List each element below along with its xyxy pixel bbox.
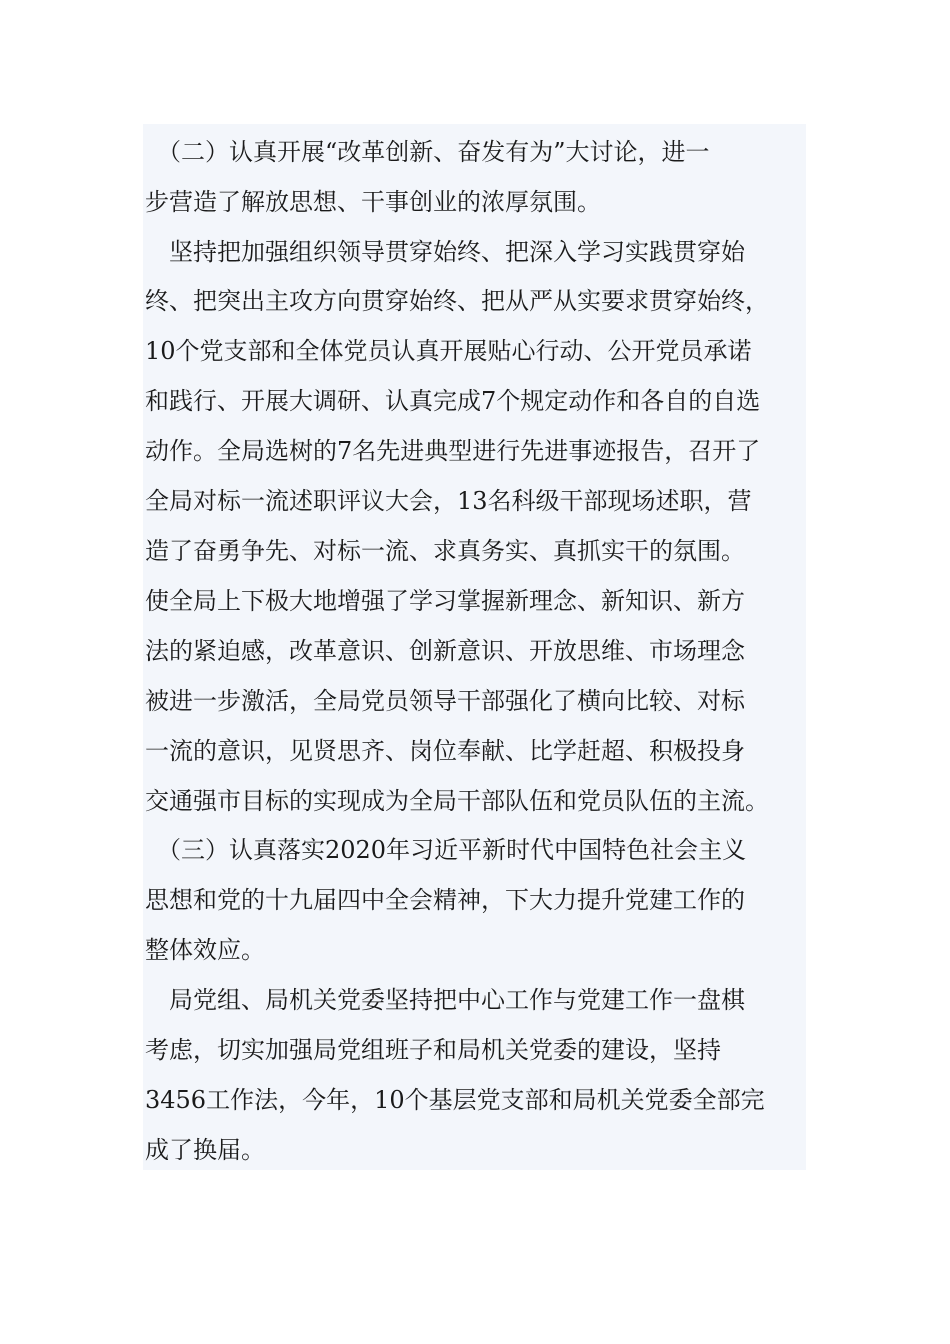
text-line-9: 造了奋勇争先、对标一流、求真务实、真抓实干的氛围。: [145, 537, 745, 565]
text-line-12: 被进一步激活，全局党员领导干部强化了横向比较、对标: [145, 687, 745, 715]
text-line-1: （二）认真开展“改革创新、奋发有为”大讨论，进一: [145, 138, 710, 166]
text-line-16: 思想和党的十九届四中全会精神，下大力提升党建工作的: [145, 886, 745, 914]
text-line-6: 和践行、开展大调研、认真完成7个规定动作和各自的自选: [145, 387, 761, 415]
text-line-10: 使全局上下极大地增强了学习掌握新理念、新知识、新方: [145, 587, 745, 615]
text-line-17: 整体效应。: [145, 936, 265, 964]
text-line-2: 步营造了解放思想、干事创业的浓厚氛围。: [145, 188, 601, 216]
text-line-7: 动作。全局选树的7名先进典型进行先进事迹报告，召开了: [145, 437, 761, 465]
text-line-21: 成了换届。: [145, 1136, 265, 1164]
text-line-8: 全局对标一流述职评议大会，13名科级干部现场述职，营: [145, 487, 752, 515]
text-line-15: （三）认真落实2020年习近平新时代中国特色社会主义: [145, 836, 747, 864]
text-line-14: 交通强市目标的实现成为全局干部队伍和党员队伍的主流。: [145, 787, 769, 815]
text-line-5: 10个党支部和全体党员认真开展贴心行动、公开党员承诺: [145, 337, 752, 365]
text-line-19: 考虑，切实加强局党组班子和局机关党委的建设，坚持: [145, 1036, 721, 1064]
text-line-4: 终、把突出主攻方向贯穿始终、把从严从实要求贯穿始终，: [145, 287, 769, 315]
text-line-11: 法的紧迫感，改革意识、创新意识、开放思维、市场理念: [145, 637, 745, 665]
text-line-13: 一流的意识，见贤思齐、岗位奉献、比学赶超、积极投身: [145, 737, 745, 765]
text-line-20: 3456工作法，今年，10个基层党支部和局机关党委全部完: [145, 1086, 765, 1114]
text-line-18: 局党组、局机关党委坚持把中心工作与党建工作一盘棋: [145, 986, 745, 1014]
text-line-3: 坚持把加强组织领导贯穿始终、把深入学习实践贯穿始: [145, 238, 745, 266]
